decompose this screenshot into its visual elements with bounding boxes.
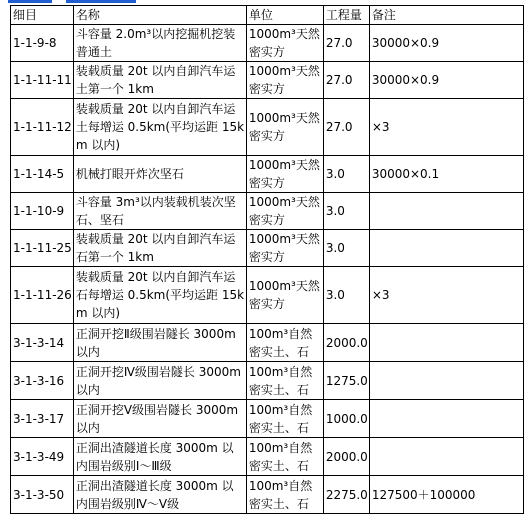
cell-quantity: 1000.0 <box>323 400 369 438</box>
cell-name: 斗容量 3m³以内装载机装次坚石、坚石 <box>73 193 246 230</box>
header-quantity: 工程量 <box>323 6 369 25</box>
cell-note <box>369 324 523 362</box>
cell-unit: 100m³自然密实土、石 <box>246 362 323 400</box>
table-row <box>11 230 524 267</box>
cell-code: 3-1-3-49 <box>11 438 74 476</box>
cell-code: 1-1-14-5 <box>11 156 74 193</box>
cell-note <box>369 230 523 267</box>
table-header-row <box>11 6 524 25</box>
cell-unit: 100m³自然密实土、石 <box>246 400 323 438</box>
cell-code: 1-1-10-9 <box>11 193 74 230</box>
cell-unit: 100m³自然密实土、石 <box>246 438 323 476</box>
cell-code: 3-1-3-14 <box>11 324 74 362</box>
cell-code: 3-1-3-16 <box>11 362 74 400</box>
cell-code: 1-1-11-11 <box>11 62 74 99</box>
header-code: 细目 <box>11 6 74 25</box>
cell-note <box>369 193 523 230</box>
cell-unit: 100m³自然密实土、石 <box>246 476 323 514</box>
cell-note: 30000×0.9 <box>369 25 523 62</box>
header-unit: 单位 <box>246 6 323 25</box>
cell-name: 正洞开挖Ⅴ级围岩隧长 3000m 以内 <box>73 400 246 438</box>
table-row <box>11 193 524 230</box>
table-row <box>11 324 524 362</box>
cell-name: 装载质量 20t 以内自卸汽车运石每增运 0.5km(平均运距 15km 以内) <box>73 267 246 324</box>
cell-note: ×3 <box>369 267 523 324</box>
table-row <box>11 438 524 476</box>
cell-name: 正洞开挖Ⅱ级围岩隧长 3000m 以内 <box>73 324 246 362</box>
cell-code: 1-1-11-12 <box>11 99 74 156</box>
table-row <box>11 476 524 514</box>
cell-unit: 1000m³天然密实方 <box>246 99 323 156</box>
cell-unit: 1000m³天然密实方 <box>246 25 323 62</box>
cell-note <box>369 362 523 400</box>
cell-quantity: 2275.0 <box>323 476 369 514</box>
cell-unit: 100m³自然密实土、石 <box>246 324 323 362</box>
cell-quantity: 2000.0 <box>323 438 369 476</box>
cell-note: 30000×0.1 <box>369 156 523 193</box>
cell-unit: 1000m³天然密实方 <box>246 267 323 324</box>
table-row <box>11 362 524 400</box>
table-row <box>11 99 524 156</box>
cell-note: 30000×0.9 <box>369 62 523 99</box>
cell-name: 正洞出渣隧道长度 3000m 以内围岩级别Ⅳ～Ⅴ级 <box>73 476 246 514</box>
cell-code: 1-1-11-25 <box>11 230 74 267</box>
cell-code: 1-1-11-26 <box>11 267 74 324</box>
cell-note: ×3 <box>369 99 523 156</box>
table-row <box>11 267 524 324</box>
cell-quantity: 3.0 <box>323 267 369 324</box>
cell-code: 3-1-3-50 <box>11 476 74 514</box>
cell-code: 1-1-9-8 <box>11 25 74 62</box>
cell-note: 127500＋100000 <box>369 476 523 514</box>
cell-quantity: 3.0 <box>323 230 369 267</box>
header-name: 名称 <box>73 6 246 25</box>
cell-name: 斗容量 2.0m³以内挖掘机挖装普通土 <box>73 25 246 62</box>
cell-name: 正洞出渣隧道长度 3000m 以内围岩级别Ⅰ～Ⅲ级 <box>73 438 246 476</box>
top-edge-mark <box>66 0 136 3</box>
cell-name: 装载质量 20t 以内自卸汽车运土每增运 0.5km(平均运距 15km 以内) <box>73 99 246 156</box>
header-note: 备注 <box>369 6 523 25</box>
cell-quantity: 27.0 <box>323 99 369 156</box>
cell-quantity: 27.0 <box>323 62 369 99</box>
cell-quantity: 2000.0 <box>323 324 369 362</box>
cell-unit: 1000m³天然密实方 <box>246 193 323 230</box>
table-row <box>11 62 524 99</box>
quantity-table <box>10 5 524 514</box>
cell-quantity: 3.0 <box>323 156 369 193</box>
table-row <box>11 25 524 62</box>
cell-code: 3-1-3-17 <box>11 400 74 438</box>
cell-name: 正洞开挖Ⅳ级围岩隧长 3000m 以内 <box>73 362 246 400</box>
cell-quantity: 3.0 <box>323 193 369 230</box>
table-row <box>11 400 524 438</box>
table-row <box>11 156 524 193</box>
cell-unit: 1000m³天然密实方 <box>246 230 323 267</box>
cell-name: 机械打眼开炸次坚石 <box>73 156 246 193</box>
cell-unit: 1000m³天然密实方 <box>246 62 323 99</box>
cell-quantity: 27.0 <box>323 25 369 62</box>
cell-note <box>369 400 523 438</box>
cell-unit: 1000m³天然密实方 <box>246 156 323 193</box>
cell-quantity: 1275.0 <box>323 362 369 400</box>
quantity-table-body <box>11 6 524 514</box>
top-edge-mark <box>8 0 52 3</box>
cell-name: 装载质量 20t 以内自卸汽车运石第一个 1km <box>73 230 246 267</box>
cell-name: 装载质量 20t 以内自卸汽车运土第一个 1km <box>73 62 246 99</box>
cell-note <box>369 438 523 476</box>
